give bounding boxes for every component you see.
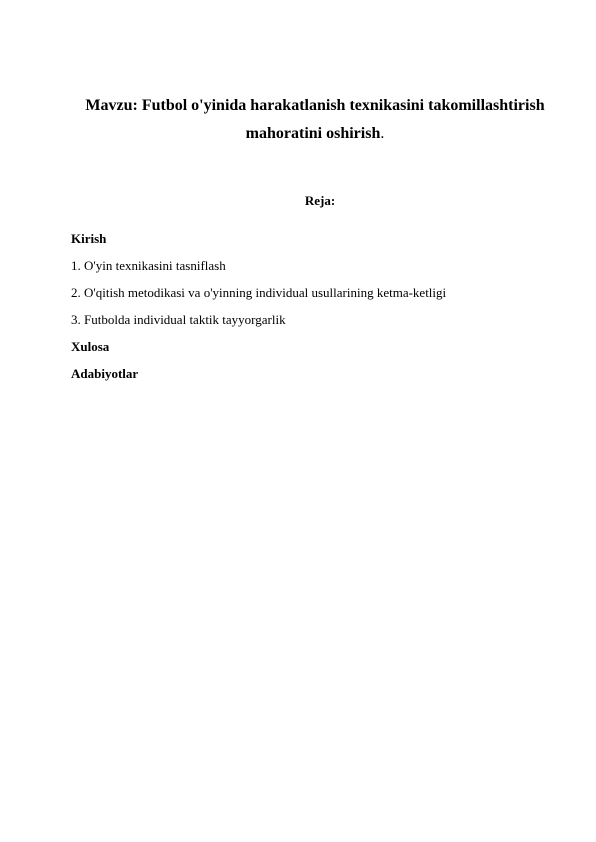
plan-item-intro: Kirish — [71, 231, 107, 246]
title-suffix: . — [380, 125, 385, 142]
document-title — [60, 92, 570, 148]
plan-list — [71, 231, 571, 393]
plan-heading: Reja: — [304, 193, 336, 208]
title-text: Mavzu: Futbol o'yinida harakatlanish texnikasini takomillashtirish mahoratini oshirish — [85, 97, 545, 142]
plan-item-conclusion: Xulosa — [71, 339, 110, 354]
plan-item-3: 3. Futbolda individual taktik tayyorgarlik — [71, 312, 286, 327]
plan-item-1: 1. O'yin texnikasini tasniflash — [71, 258, 226, 273]
plan-item-references: Adabiyotlar — [71, 366, 139, 381]
plan-item-2: 2. O'qitish metodikasi va o'yinning individual usullarining ketma-ketligi — [71, 285, 447, 300]
